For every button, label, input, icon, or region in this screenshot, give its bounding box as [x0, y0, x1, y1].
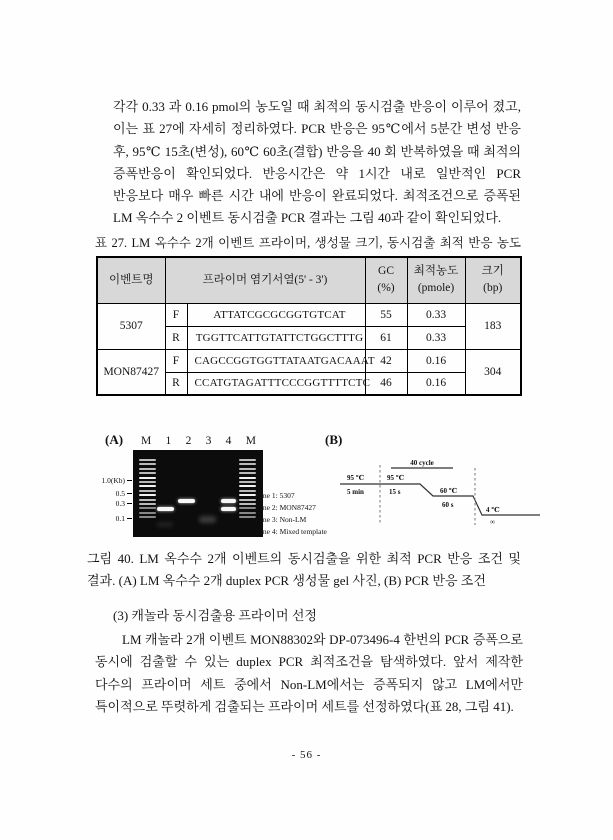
hold-temp: 4 ℃	[486, 506, 500, 514]
header-optimal-concentration	[407, 257, 465, 303]
concentration-cell: 0.16	[407, 372, 465, 395]
lane-label-4: 4	[225, 435, 232, 447]
gel-band-lane4-304bp	[221, 499, 236, 503]
figure-40-caption	[87, 548, 521, 593]
marker-tick	[127, 480, 132, 481]
gel-area	[133, 435, 263, 537]
table-header-row	[97, 257, 521, 303]
marker-tick	[127, 493, 132, 494]
lane-label-marker: M	[141, 435, 152, 447]
header-size-label: 크기	[481, 265, 504, 278]
event-name-cell: MON87427	[97, 349, 165, 395]
gel-band-lane1-183bp	[157, 507, 174, 511]
hold-time-infinity: ∞	[490, 518, 495, 526]
annealing-extension-time: 60 s	[442, 501, 454, 509]
size-marker-label: 0.3	[115, 499, 125, 508]
paragraph-line: 다수의 프라이머 세트 중에서 Non-LM에서는 증폭되지 않고 LM에서만	[95, 676, 523, 692]
legend-lane-4: Lane 4: Mixed template	[255, 527, 327, 536]
dna-ladder-right	[239, 459, 256, 518]
pcr-thermal-profile-diagram	[333, 452, 548, 534]
primer-sequence-cell: CAGCCGGTGGTTATAATGACAAAT	[187, 349, 365, 372]
paragraph-line: 후, 95℃ 15초(변성), 60℃ 60초(결합) 반응을 40 회 반복하였을 때 최적의	[113, 143, 521, 159]
intro-paragraph	[113, 96, 521, 230]
size-marker-0-5	[101, 489, 133, 498]
header-primer-sequence: 프라이머 염기서열(5' - 3')	[165, 257, 365, 303]
gel-electrophoresis-image	[133, 450, 263, 537]
primer-direction-cell: R	[165, 326, 187, 349]
table-row	[97, 349, 521, 372]
gc-cell: 42	[365, 349, 407, 372]
size-marker-label: 0.1	[115, 514, 125, 523]
annealing-extension-temp: 60 ℃	[440, 487, 458, 495]
gc-cell: 46	[365, 372, 407, 395]
primer-sequence-cell: CCATGTAGATTTCCCGGTTTTCTC	[187, 372, 365, 395]
gel-lane-labels	[133, 435, 263, 449]
size-marker-0-3	[101, 499, 133, 508]
legend-lane-3: Lane 3: Non-LM	[255, 515, 307, 524]
initial-denaturation-temp: 95 ℃	[347, 474, 365, 482]
table-27-title: 표 27. LM 옥수수 2개 이벤트 프라이머, 생성물 크기, 동시검출 최적 반응 농도	[95, 236, 521, 250]
size-marker-0-1	[101, 514, 133, 523]
initial-denaturation-time: 5 min	[347, 488, 364, 496]
caption-line: 그림 40. LM 옥수수 2개 이벤트의 동시검출을 위한 최적 PCR 반응 조건 및	[87, 551, 521, 566]
lane-label-1: 1	[165, 435, 172, 447]
size-cell: 304	[465, 349, 521, 395]
gel-smear-lane1	[157, 522, 173, 527]
event-name-cell: 5307	[97, 303, 165, 349]
lane-label-marker: M	[245, 435, 256, 447]
primer-direction-cell: F	[165, 349, 187, 372]
paragraph-line: 동시에 검출할 수 있는 duplex PCR 최적조건을 탐색하였다. 앞서 제작한	[95, 654, 523, 670]
gel-band-lane4-183bp	[221, 507, 236, 511]
paragraph-line: 증폭반응이 확인되었다. 반응시간은 약 1시간 내로 일반적인 PCR	[113, 165, 521, 181]
section-3-heading: (3) 캐놀라 동시검출용 프라이머 선정	[113, 608, 317, 623]
paragraph-line: 각각 0.33 과 0.16 pmol의 농도일 때 최적의 동시검출 반응이 이루어 졌고,	[113, 99, 521, 114]
gel-smear-lane3	[199, 516, 216, 523]
primer-sequence-cell: TGGTTCATTGTATTCTGGCTTTG	[187, 326, 365, 349]
table-27-primer-table	[96, 256, 522, 396]
header-conc-unit: (pmole)	[417, 282, 455, 295]
caption-line: 결과. (A) LM 옥수수 2개 duplex PCR 생성물 gel 사진, (B) PCR 반응 조건	[87, 573, 486, 589]
marker-tick	[127, 518, 132, 519]
size-marker-1kb	[101, 476, 133, 485]
primer-direction-cell: F	[165, 303, 187, 326]
paragraph-line: 이는 표 27에 자세히 정리하였다. PCR 반응은 95℃에서 5분간 변성 반응	[113, 121, 521, 137]
panel-b-label: (B)	[325, 432, 343, 447]
figure-b-pcr-profile-panel	[325, 432, 553, 544]
header-conc-label: 최적농도	[413, 265, 459, 278]
concentration-cell: 0.33	[407, 303, 465, 326]
header-size-bp	[465, 257, 521, 303]
gel-lane-legend	[255, 490, 333, 538]
dna-ladder-left	[139, 459, 156, 518]
header-event-name: 이벤트명	[97, 257, 165, 303]
size-marker-label: 1.0(Kb)	[101, 476, 125, 485]
size-cell: 183	[465, 303, 521, 349]
marker-tick	[127, 503, 132, 504]
header-gc-unit: (%)	[377, 282, 395, 295]
header-gc-label: GC	[378, 265, 394, 278]
primer-direction-cell: R	[165, 372, 187, 395]
paragraph-line: LM 옥수수 2 이벤트 동시검출 PCR 결과는 그림 40과 같이 확인되었다.	[113, 210, 502, 226]
primer-sequence-cell: ATTATCGCGCGGTGTCAT	[187, 303, 365, 326]
lane-label-3: 3	[205, 435, 212, 447]
lane-label-2: 2	[185, 435, 192, 447]
concentration-cell: 0.16	[407, 349, 465, 372]
size-marker-label: 0.5	[115, 489, 125, 498]
header-size-unit: (bp)	[483, 282, 503, 295]
concentration-cell: 0.33	[407, 326, 465, 349]
paragraph-line: LM 캐놀라 2개 이벤트 MON88302와 DP-073496-4 한번의 PCR 증폭으로	[122, 632, 523, 647]
header-gc-percent	[365, 257, 407, 303]
section-3-paragraph	[95, 629, 523, 718]
cycle-count-label: 40 cycle	[410, 459, 434, 467]
gc-cell: 55	[365, 303, 407, 326]
figure-a-gel-panel	[101, 432, 331, 544]
paragraph-line: 반응보다 매우 빠른 시간 내에 반응이 완료되었다. 최적조건으로 증폭된	[113, 188, 521, 204]
panel-a-label: (A)	[105, 432, 124, 447]
legend-lane-2: Lane 2: MON87427	[255, 503, 316, 512]
legend-lane-1: Lane 1: 5307	[255, 491, 295, 500]
denaturation-temp: 95 ℃	[387, 474, 405, 482]
denaturation-time: 15 s	[389, 488, 401, 496]
gc-cell: 61	[365, 326, 407, 349]
gel-band-lane2-304bp	[178, 499, 195, 503]
table-row	[97, 303, 521, 326]
page-number: - 56 -	[291, 749, 322, 761]
paragraph-line: 특이적으로 뚜렷하게 검출되는 프라이머 세트를 선정하였다(표 28, 그림 41).	[95, 698, 514, 714]
